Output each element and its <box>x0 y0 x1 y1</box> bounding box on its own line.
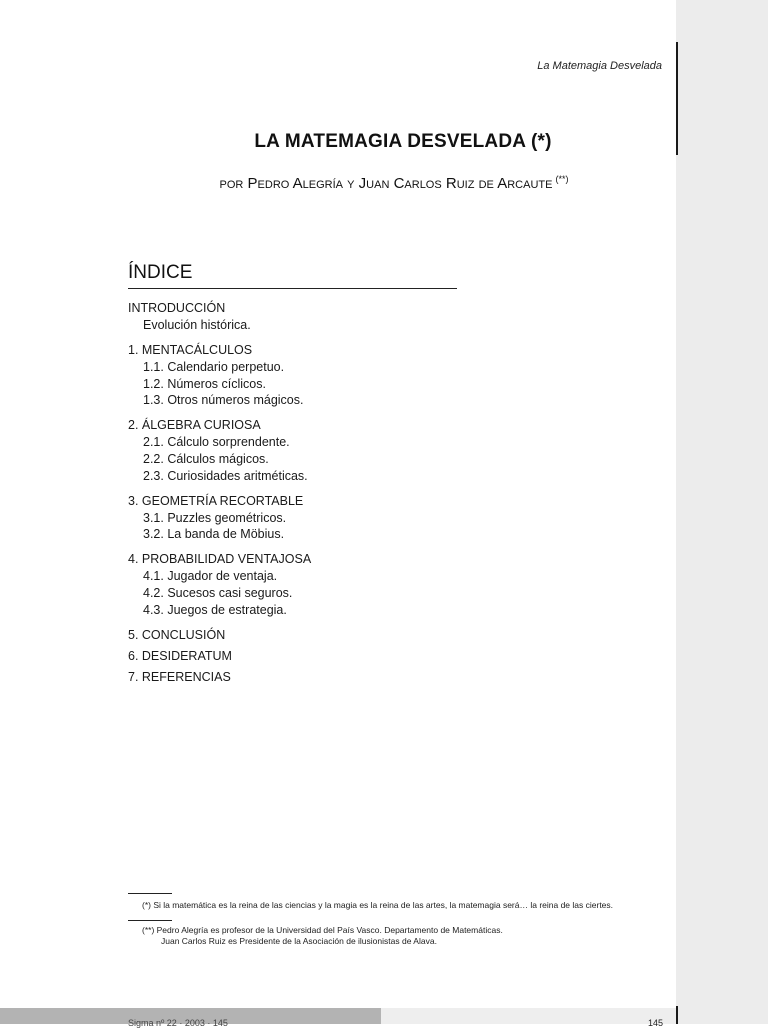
side-margin-band <box>676 0 768 1024</box>
toc-section-title: 3. GEOMETRÍA RECORTABLE <box>128 493 304 508</box>
toc-section-3 <box>128 493 628 544</box>
toc-section-1 <box>128 342 628 409</box>
toc-section-title: 7. REFERENCIAS <box>128 669 231 684</box>
table-of-contents <box>128 300 628 690</box>
footnote-1: (*) Si la matemática es la reina de las ciencias y la magia es la reina de las artes, la matemagia será… la reina de las ciertes. <box>142 900 614 910</box>
toc-section-title: INTRODUCCIÓN <box>128 301 226 315</box>
toc-section-title: 6. DESIDERATUM <box>128 648 232 663</box>
footer-journal: Sigma nº 22 · 2003 · 145 <box>128 1018 228 1028</box>
authors-text: por Pedro Alegría y Juan Carlos Ruiz de Arcaute <box>219 175 553 192</box>
toc-section-title: 4. PROBABILIDAD VENTAJOSA <box>128 552 312 567</box>
authors-note-mark: (**) <box>555 174 569 184</box>
footnote-rule <box>128 920 172 921</box>
toc-subitem: 3.2. La banda de Möbius. <box>143 527 285 542</box>
index-heading-rule <box>128 288 457 289</box>
footer-bar-light <box>381 1008 676 1024</box>
toc-section-introduction <box>128 300 628 334</box>
toc-subitem: 4.3. Juegos de estrategia. <box>143 602 287 617</box>
article-authors <box>0 174 768 192</box>
toc-section-title: 2. ÁLGEBRA CURIOSA <box>128 418 261 433</box>
page-number: 145 <box>648 1018 664 1028</box>
toc-section-7 <box>128 669 628 686</box>
toc-subitem: 1.1. Calendario perpetuo. <box>143 359 285 374</box>
running-head: La Matemagia Desvelada <box>537 60 662 72</box>
footnote-2-line-2: Juan Carlos Ruiz es Presidente de la Asociación de ilusionistas de Alava. <box>161 936 437 946</box>
toc-section-2 <box>128 417 628 484</box>
index-heading: ÍNDICE <box>128 262 193 283</box>
toc-subitem: 2.2. Cálculos mágicos. <box>143 451 269 466</box>
article-title: LA MATEMAGIA DESVELADA (*) <box>254 131 552 152</box>
toc-subitem: 4.1. Jugador de ventaja. <box>143 569 278 584</box>
toc-section-5 <box>128 627 628 644</box>
toc-subitem: 2.1. Cálculo sorprendente. <box>143 435 290 450</box>
footnote-2-line-1: (**) Pedro Alegría es profesor de la Universidad del País Vasco. Departamento de Matemáticas. <box>142 925 503 935</box>
toc-subitem: Evolución histórica. <box>143 318 251 332</box>
footer-rule <box>676 1006 678 1024</box>
footnote-2 <box>142 925 503 947</box>
toc-section-title: 1. MENTACÁLCULOS <box>128 342 253 357</box>
footnote-rule <box>128 893 172 894</box>
toc-section-6 <box>128 648 628 665</box>
toc-section-4 <box>128 551 628 618</box>
toc-subitem: 4.2. Sucesos casi seguros. <box>143 585 293 600</box>
toc-section-title: 5. CONCLUSIÓN <box>128 627 226 642</box>
toc-subitem: 1.2. Números cíclicos. <box>143 376 266 391</box>
toc-subitem: 2.3. Curiosidades aritméticas. <box>143 468 308 483</box>
toc-subitem: 3.1. Puzzles geométricos. <box>143 510 287 525</box>
toc-subitem: 1.3. Otros números mágicos. <box>143 393 304 408</box>
